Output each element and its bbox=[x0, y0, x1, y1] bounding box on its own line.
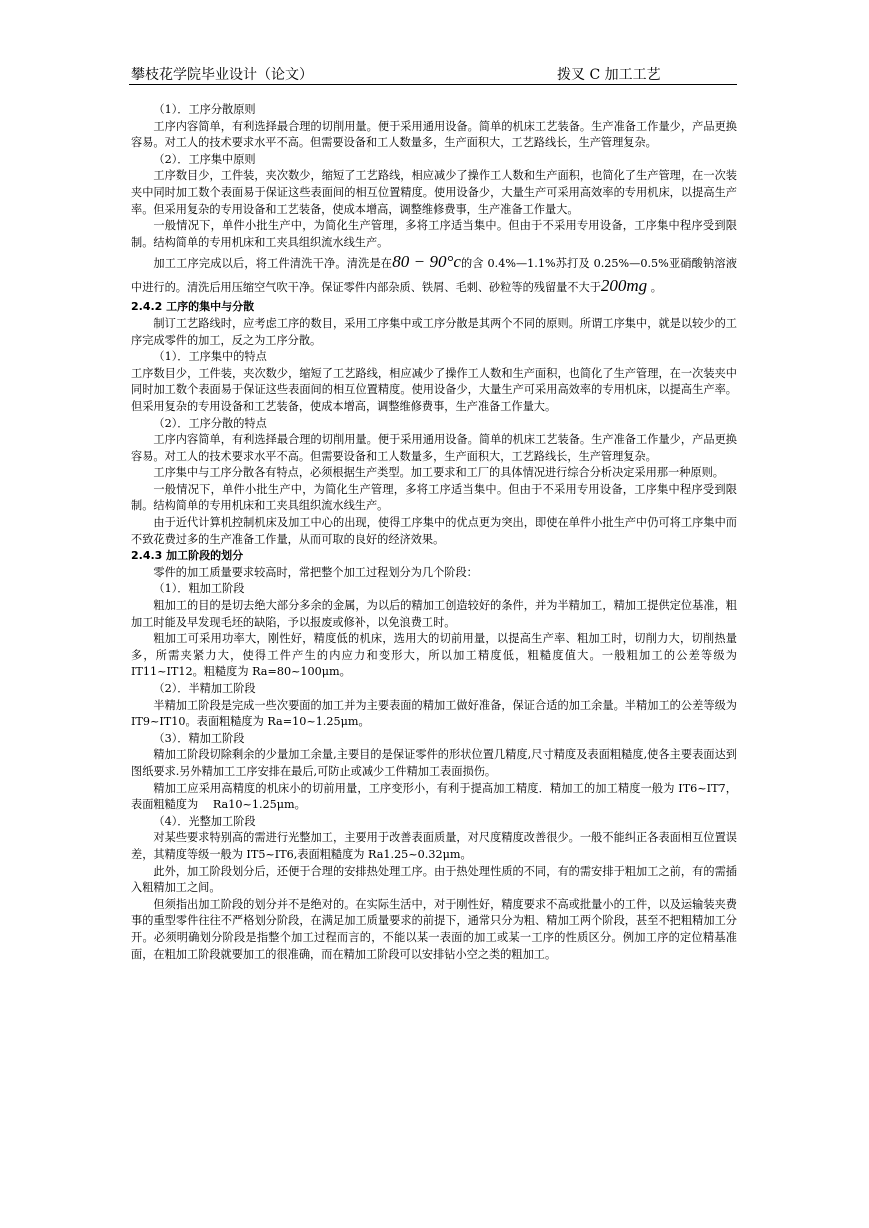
paragraph: 对某些要求特别高的需进行光整加工，主要用于改善表面质量，对尺度精度改善很少。一般不能纠正各表面相互位置误差，其精度等级一般为 IT5~IT6,表面粗糙度为 Ra1.25~0.32μm。 bbox=[131, 831, 737, 861]
subheading: （2）．工序集中原则 bbox=[153, 152, 256, 166]
paragraph: 半精加工阶段是完成一些次要面的加工并为主要表面的精加工做好准备，保证合适的加工余量。半精加工的公差等级为 IT9~IT10。表面粗糙度为 Ra=10~1.25μm。 bbox=[131, 698, 737, 729]
paragraph: 粗加工可采用功率大，刚性好，精度低的机床，选用大的切前用量，以提高生产率、粗加工时，切削力大，切削热量多，所需夹紧力大，使得工件产生的内应力和变形大，所以加工精度低，粗糙度值大。一般粗加工的公差等级为 IT11~IT12。粗糙度为 Ra=80~100μm。 bbox=[131, 632, 737, 679]
section-heading: 2.4.2 工序的集中与分散 bbox=[131, 300, 255, 314]
text-span: 的含 0.4%—1.1%苏打及 0.25%—0.5%亚硝酸钠溶液中进行的。清洗后用压缩空气吹干净。保证零件内部杂质、铁屑、毛刺、砂粒等的残留量不大于 bbox=[131, 257, 737, 295]
paragraph: 此外，加工阶段划分后，还便于合理的安排热处理工序。由于热处理性质的不同，有的需安排于粗加工之前，有的需插入粗精加工之间。 bbox=[131, 864, 737, 895]
mass-formula: 200mg bbox=[600, 276, 648, 296]
header-title: 拨叉 C 加工工艺 bbox=[557, 67, 661, 83]
paragraph: 工序数目少，工件装，夹次数少，缩短了工艺路线，相应减少了操作工人数和生产面积，也简化了生产管理，在一次装夹中同时加工数个表面易于保证这些表面间的相互位置精度。使用设备少，大量生产可采用高效率的专用机床，以提高生产率。但采用复杂的专用设备和工艺装备，使成本增高，调整维修费事，生产准备工作量大。 bbox=[131, 366, 737, 413]
section-heading: 2.4.3 加工阶段的划分 bbox=[131, 549, 244, 563]
subheading: （2）．半精加工阶段 bbox=[153, 682, 256, 695]
subheading: （1）．粗加工阶段 bbox=[153, 582, 245, 596]
paragraph: 一般情况下，单件小批生产中，为简化生产管理，多将工序适当集中。但由于不采用专用设备，工序集中程序受到限制。结构简单的专用机床和工夹具组织流水线生产。 bbox=[131, 482, 737, 513]
paragraph: 零件的加工质量要求较高时，常把整个加工过程划分为几个阶段： bbox=[153, 565, 478, 579]
text-span: 。 bbox=[647, 281, 662, 295]
subheading: （1）．工序集中的特点 bbox=[153, 350, 267, 364]
paragraph: 工序集中与工序分散各有特点，必须根据生产类型。加工要求和工厂的具体情况进行综合分析决定采用那一种原则。 bbox=[153, 466, 724, 480]
subheading: （4）．光整加工阶段 bbox=[153, 814, 256, 828]
temperature-formula: 80 − 90°c bbox=[392, 252, 461, 272]
page-header bbox=[129, 62, 737, 85]
paragraph: 制订工艺路线时，应考虑工序的数目，采用工序集中或工序分散是其两个不同的原则。所谓工序集中，就是以较少的工序完成零件的加工，反之为工序分散。 bbox=[131, 316, 737, 347]
paragraph: 工序内容简单，有利选择最合理的切削用量。便于采用通用设备。简单的机床工艺装备。生产准备工作量少，产品更换容易。对工人的技术要求水平不高。但需要设备和工人数量多，生产面积大，工艺路线长，生产管理复杂。 bbox=[131, 119, 737, 150]
paragraph: 一般情况下，单件小批生产中，为简化生产管理，多将工序适当集中。但由于不采用专用设备，工序集中程序受到限制。结构简单的专用机床和工夹具组织流水线生产。 bbox=[131, 219, 737, 249]
document-body bbox=[131, 102, 737, 963]
header-school: 攀枝花学院毕业设计（论文） bbox=[131, 67, 313, 83]
paragraph: 工序内容简单，有利选择最合理的切削用量。便于采用通用设备。简单的机床工艺装备。生产准备工作量少，产品更换容易。对工人的技术要求水平不高。但需要设备和工人数量多，生产面积大，工艺路线长，生产管理复杂。 bbox=[131, 433, 737, 463]
paragraph: 精加工应采用高精度的机床小的切前用量，工序变形小，有利于提高加工精度．精加工的加工精度一般为 IT6~IT7，表面粗糙度为 Ra10~1.25μm。 bbox=[131, 781, 737, 812]
subheading: （1）．工序分散原则 bbox=[153, 103, 256, 116]
subheading: （2）．工序分散的特点 bbox=[153, 416, 267, 430]
paragraph: 工序数目少，工件装，夹次数少，缩短了工艺路线，相应减少了操作工人数和生产面积，也简化了生产管理，在一次装夹中同时加工数个表面易于保证这些表面间的相互位置精度。使用设备少，大量生产可采用高效率的专用机床，以提高生产率。但采用复杂的专用设备和工艺装备，使成本增高，调整维修费事，生产准备工作量大。 bbox=[131, 169, 737, 216]
text-span: 加工工序完成以后，将工件清洗干净。清洗是在 bbox=[153, 257, 393, 271]
paragraph: 精加工阶段切除剩余的少量加工余量,主要目的是保证零件的形状位置几精度,尺寸精度及表面粗糙度,使各主要表面达到图纸要求.另外精加工工序安排在最后,可防止或减少工件精加工表面损伤。 bbox=[131, 748, 737, 778]
paragraph: 粗加工的目的是切去绝大部分多余的金属，为以后的精加工创造较好的条件，并为半精加工，精加工提供定位基准，粗加工时能及早发现毛坯的缺陷，予以报废或修补，以免浪费工时。 bbox=[131, 599, 737, 629]
subheading: （3）．精加工阶段 bbox=[153, 731, 245, 745]
paragraph: 由于近代计算机控制机床及加工中心的出现，使得工序集中的优点更为突出，即使在单件小批生产中仍可将工序集中而不致花费过多的生产准备工作量，从而可取的良好的经济效果。 bbox=[131, 516, 737, 546]
cleaning-paragraph bbox=[131, 251, 737, 299]
paragraph: 但须指出加工阶段的划分并不是绝对的。在实际生活中，对于刚性好，精度要求不高或批量小的工件，以及运输装夹费事的重型零件往往不严格划分阶段，在满足加工质量要求的前提下，通常只分为粗、精加工两个阶段，甚至不把粗精加工分开。必须明确划分阶段是指整个加工过程而言的，不能以某一表面的加工或某一工序的性质区分。例加工序的定位精基准面，在粗加工阶段就要加工的很准确，而在精加工阶段可以安排钻小空之类的粗加工。 bbox=[131, 897, 737, 961]
